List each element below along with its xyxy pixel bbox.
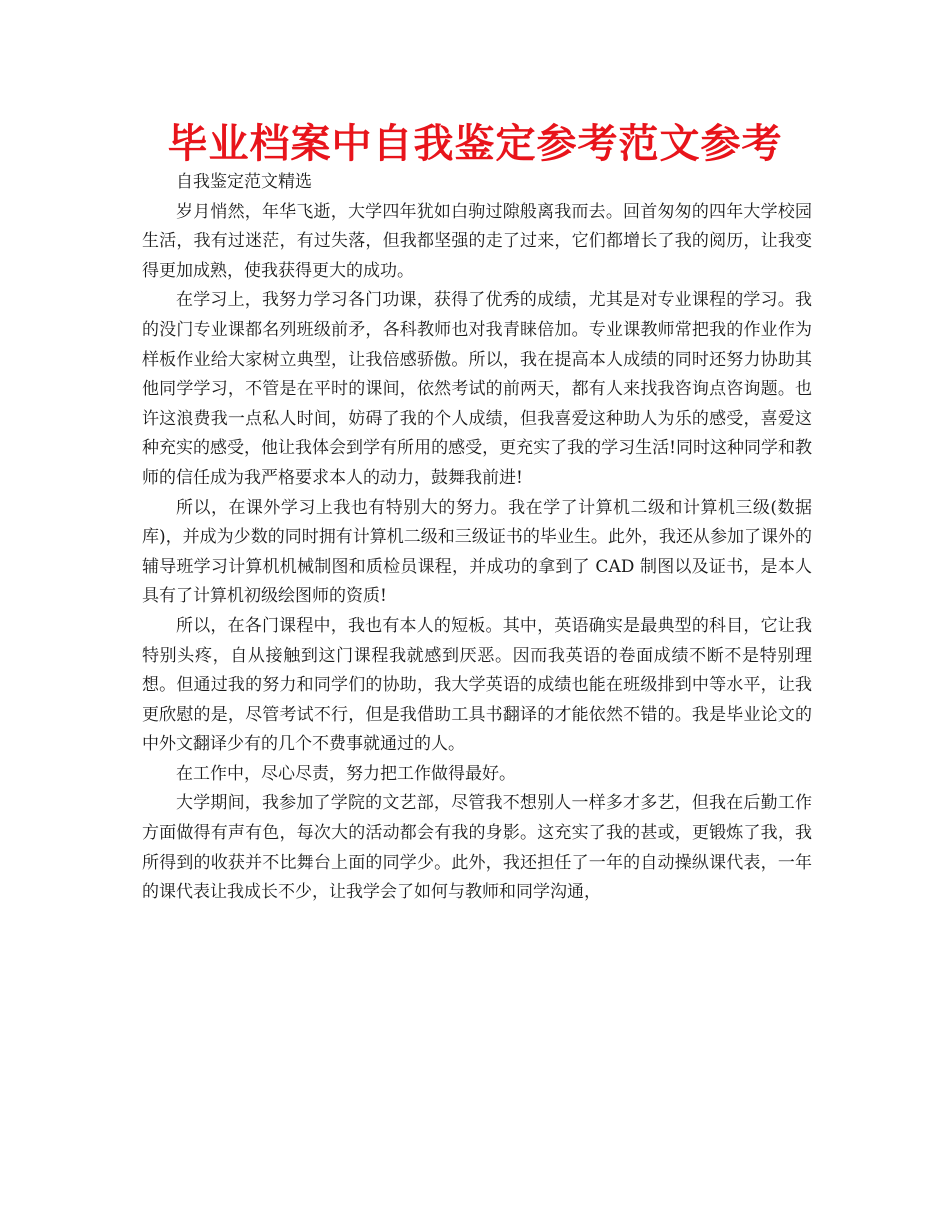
document-title: 毕业档案中自我鉴定参考范文参考 (167, 121, 783, 167)
paragraph-subtitle: 自我鉴定范文精选 (176, 172, 312, 192)
paragraph-study: 在学习上，我努力学习各门功课，获得了优秀的成绩，尤其是对专业课程的学习。我的没门专业课都名列班级前矛，各科教师也对我青睐倍加。专业课教师常把我的作业作为样板作业给大家树立典型，让我倍感骄傲。所以，我在提高本人成绩的同时还努力协助其他同学学习，不管是在平时的课间，依然考试的前两天，都有人来找我咨询点咨询题。也许这浪费我一点私人时间，妨碍了我的个人成绩，但我喜爱这种助人为乐的感受，喜爱这种充实的感受，他让我体会到学有所用的感受，更充实了我的学习生活!同时这种同学和教师的信任成为我严格要求本人的动力，鼓舞我前进! (142, 290, 812, 488)
paragraph-intro: 岁月悄然，年华飞逝，大学四年犹如白驹过隙般离我而去。回首匆匆的四年大学校园生活，我有过迷茫，有过失落，但我都坚强的走了过来，它们都增长了我的阅历，让我变得更加成熟，使我获得更大的成功。 (142, 201, 812, 281)
paragraph-work: 在工作中，尽心尽责，努力把工作做得最好。 (176, 763, 516, 784)
document-body (142, 168, 812, 908)
paragraph-extracurricular: 所以，在课外学习上我也有特别大的努力。我在学了计算机二级和计算机三级(数据库)，并成为少数的同时拥有计算机二级和三级证书的毕业生。此外，我还从参加了课外的辅导班学习计算机机械制图和质检员课程，并成功的拿到了 CAD 制图以及证书，是本人具有了计算机初级绘图师的资质! (142, 497, 812, 607)
paragraph-weakness: 所以，在各门课程中，我也有本人的短板。其中，英语确实是最典型的科目，它让我特别头疼，自从接触到这门课程我就感到厌恶。因而我英语的卷面成绩不断不是特别理想。但通过我的努力和同学们的协助，我大学英语的成绩也能在班级排到中等水平，让我更欣慰的是，尽管考试不行，但是我借助工具书翻译的才能依然不错的。我是毕业论文的中外文翻译少有的几个不费事就通过的人。 (142, 615, 812, 755)
paragraph-activities: 大学期间，我参加了学院的文艺部，尽管我不想别人一样多才多艺，但我在后勤工作方面做得有声有色，每次大的活动都会有我的身影。这充实了我的甚或，更锻炼了我，我所得到的收获并不比舞台上面的同学少。此外，我还担任了一年的自动操纵课代表，一年的课代表让我成长不少，让我学会了如何与教师和同学沟通， (142, 793, 812, 903)
